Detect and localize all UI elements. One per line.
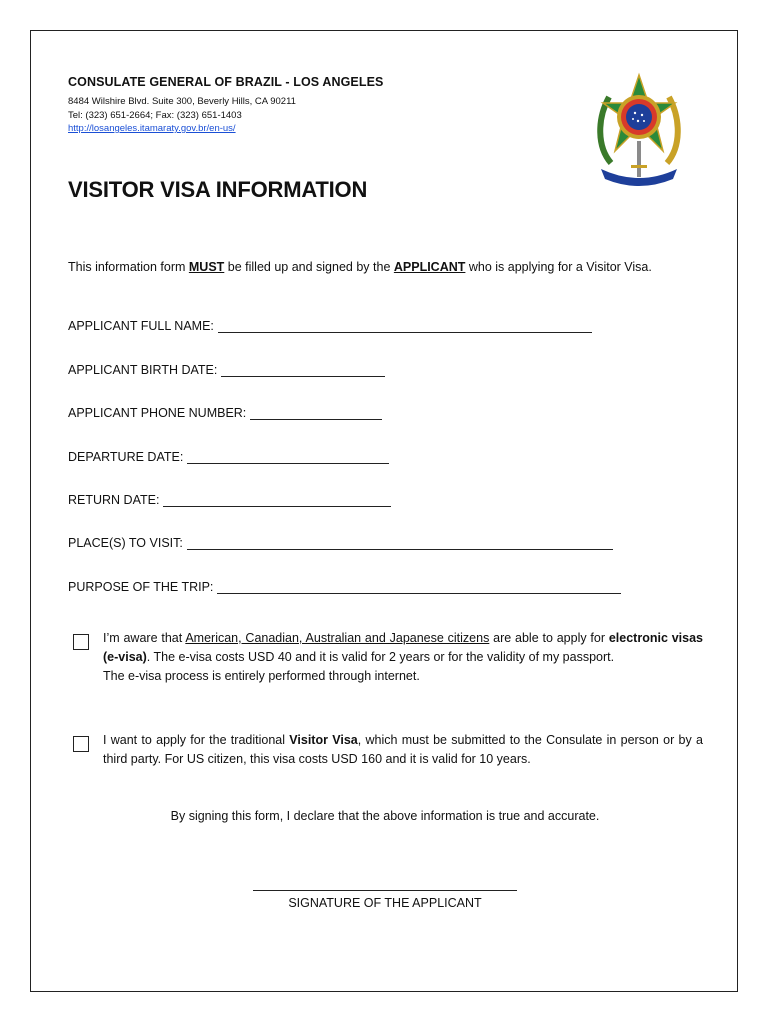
field-full-name: [68, 318, 592, 333]
field-birth-date: [68, 362, 385, 377]
field-departure-date: [68, 449, 389, 464]
field-label: RETURN DATE:: [68, 493, 160, 507]
evisa-note: The e-visa process is entirely performed through internet.: [103, 669, 420, 683]
field-label: PLACE(S) TO VISIT:: [68, 536, 183, 550]
declaration-statement: By signing this form, I declare that the above information is true and accurate.: [170, 809, 600, 823]
traditional-visa-option-text: I want to apply for the traditional Visitor Visa, which must be submitted to the Consulate in person or by a third party. For US citizen, this visa costs USD 160 and it is valid for 10 years.: [103, 733, 703, 766]
field-label: PURPOSE OF THE TRIP:: [68, 580, 214, 594]
field-label: DEPARTURE DATE:: [68, 450, 184, 464]
field-purpose: [68, 579, 621, 594]
field-label: APPLICANT FULL NAME:: [68, 319, 214, 333]
form-page: [30, 30, 738, 992]
consulate-address-block: [68, 95, 296, 122]
places-to-visit-input[interactable]: [187, 535, 613, 550]
consulate-contact: Tel: (323) 651-2664; Fax: (323) 651-1403: [68, 109, 242, 121]
phone-number-input[interactable]: [250, 405, 382, 420]
applicant-emphasis: APPLICANT: [393, 260, 466, 274]
full-name-input[interactable]: [218, 318, 592, 333]
return-date-input[interactable]: [163, 492, 391, 507]
page-title: VISITOR VISA INFORMATION: [68, 177, 368, 202]
evisa-option-text: I’m aware that American, Canadian, Australian and Japanese citizens are able to apply for electronic visas (e-visa). The e-visa costs USD 40 and it is valid for 2 years or for the validity of my passport. The e-visa process is entirely performed through internet.: [103, 629, 703, 686]
departure-date-input[interactable]: [187, 449, 389, 464]
purpose-input[interactable]: [217, 579, 621, 594]
birth-date-input[interactable]: [221, 362, 385, 377]
signature-label: SIGNATURE OF THE APPLICANT: [288, 896, 482, 910]
consulate-address: 8484 Wilshire Blvd. Suite 300, Beverly Hills, CA 90211: [68, 96, 296, 107]
field-label: APPLICANT PHONE NUMBER:: [68, 406, 247, 420]
signature-line[interactable]: [253, 889, 517, 891]
field-places-to-visit: [68, 535, 613, 550]
field-phone-number: [68, 405, 382, 420]
evisa-checkbox[interactable]: [73, 634, 89, 650]
eligible-citizens: American, Canadian, Australian and Japanese citizens: [185, 631, 490, 645]
consulate-website-link[interactable]: http://losangeles.itamaraty.gov.br/en-us/: [68, 123, 236, 134]
field-return-date: [68, 492, 391, 507]
traditional-visa-checkbox[interactable]: [73, 736, 89, 752]
brazil-coat-of-arms-icon: [593, 71, 685, 189]
field-label: APPLICANT BIRTH DATE:: [68, 363, 218, 377]
intro-paragraph: This information form MUST be filled up and signed by the APPLICANT who is applying for a Visitor Visa.: [68, 260, 652, 274]
consulate-name: CONSULATE GENERAL OF BRAZIL - LOS ANGELES: [68, 75, 384, 89]
must-emphasis: MUST: [188, 260, 225, 274]
